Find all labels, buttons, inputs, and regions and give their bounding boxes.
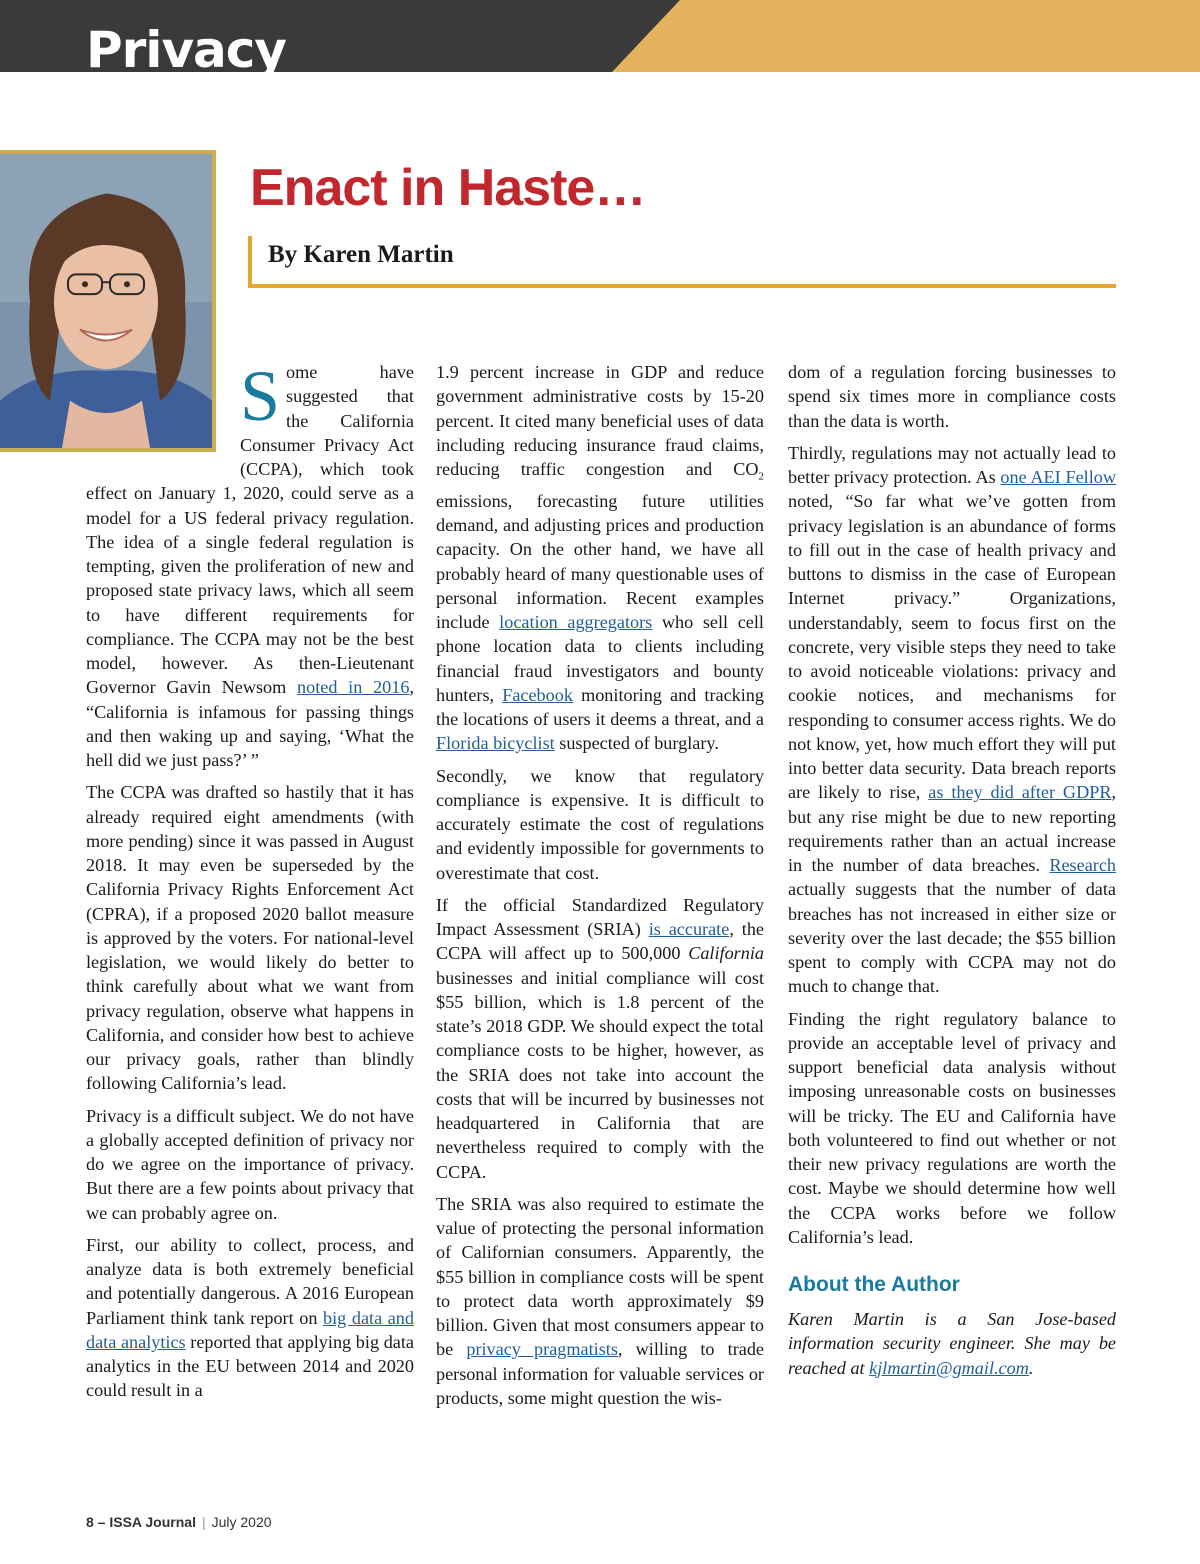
footer-separator: | <box>201 1514 206 1530</box>
paragraph: The CCPA was drafted so hastily that it has already required eight amendments (with more pending) since it was passed in August 2018. It may even be superseded by the California Privacy Rights Enforcement Act (CPRA), if a proposed 2020 ballot measure is approved by the voters. For national-level legislation, we would likely do better to think carefully about what we want from privacy regulation, observe what happens in California, and consider how best to achieve our privacy goals, rather than blindly following California’s lead. <box>86 782 414 1094</box>
link-location-aggregators[interactable]: location aggregators <box>499 612 653 633</box>
paragraph <box>788 441 1116 999</box>
paragraph-text: suspected of burglary. <box>554 733 719 754</box>
author-email-link[interactable]: kjlmartin@gmail.com <box>869 1357 1029 1378</box>
photo-wrap-spacer <box>86 360 240 480</box>
author-bio <box>788 1307 1116 1380</box>
byline: By Karen Martin <box>268 241 454 268</box>
article-title: Enact in Haste… <box>250 159 646 217</box>
byline-accent-bar <box>248 236 252 286</box>
paragraph <box>86 1233 414 1403</box>
link-is-accurate[interactable]: is accurate <box>648 919 730 940</box>
paragraph-text: actually suggests that the number of data breaches has not increased in either size or severity over the last decade; the $55 billion spent to comply with CCPA may not do much to change that. <box>788 879 1116 997</box>
paragraph-text: , willing to trade personal information for valuable services or products, some might question the wis- <box>436 1339 764 1408</box>
link-big-data-analytics[interactable]: big data and data analytics <box>86 1307 414 1352</box>
paragraph-text: , but any rise might be due to new reporting requirements rather than an actual increase in the number of data breaches. <box>788 782 1116 875</box>
paragraph-text: , the CCPA will affect up to 500,000 <box>436 919 764 964</box>
byline-rule <box>248 284 1116 288</box>
paragraph: Privacy is a difficult subject. We do not have a globally accepted definition of privacy nor do we agree on the importance of privacy. But there are a few points about privacy that we can probably agree on. <box>86 1105 414 1223</box>
link-noted-in-2016[interactable]: noted in 2016 <box>297 677 410 698</box>
paragraph-text: ome have suggested that the California Consumer Privacy Act (CCPA), which took effect on January 1, 2020, could serve as a model for a US federal privacy regulation. The idea of a single federal regulation is tempting, given the proliferation of new and proposed state privacy laws, which all seem to have different requirements for compliance. The CCPA may not be the best model, however. As then-Lieutenant Governor Gavin Newsom <box>86 362 414 698</box>
paragraph-text: If the official Standardized Regulatory Impact Assessment (SRIA) <box>436 894 764 940</box>
paragraph <box>436 893 764 1184</box>
page-footer <box>86 1514 272 1530</box>
paragraph-text: emissions, forecasting future utilities demand, and adjusting prices and production capacity. On the other hand, we have all probably heard of many questionable uses of personal information. Recent examples include <box>436 490 764 633</box>
section-title: Privacy <box>86 21 287 79</box>
drop-cap: S <box>240 356 281 436</box>
author-bio-text: Karen Martin is a San Jose-based information security engineer. She may be reached at <box>788 1309 1116 1378</box>
paragraph-text: , “California is infamous for passing things and then waking up and saying, ‘What the hell did we just pass?’ ” <box>86 677 414 770</box>
emphasis-text: California <box>688 943 764 964</box>
article-column-3 <box>788 360 1116 1388</box>
author-bio-text: . <box>1028 1357 1034 1378</box>
paragraph: dom of a regulation forcing businesses to spend six times more in compliance costs than the data is worth. <box>788 362 1116 431</box>
paragraph-text: noted, “So far what we’ve gotten from privacy legislation is an abundance of forms to fill out in the case of health privacy and buttons to dismiss in the case of European Internet privacy.” Organizations, understandably, seem to focus first on the concrete, very visible steps they need to take to avoid noticeable violations: privacy and cookie notices, and mechanisms for responding to consumer access rights. We do not know, yet, how much effort they will put into better data security. Data breach reports are likely to rise, <box>788 491 1116 803</box>
article-column-2 <box>436 360 764 1418</box>
link-one-aei-fellow[interactable]: one AEI Fellow <box>1000 467 1116 487</box>
paragraph-text: businesses and initial compliance will cost $55 billion, which is 1.8 percent of the state’s 2018 GDP. We should expect the total compliance costs to be higher, however, as the SRIA does not take into account the costs that will be incurred by businesses not headquartered in California that are nevertheless required to comply with the CCPA. <box>436 967 764 1182</box>
paragraph-text: Thirdly, regulations may not actually lead to better privacy protection. As <box>788 442 1116 487</box>
subscript: 2 <box>758 470 764 483</box>
article-column-1 <box>86 356 415 1411</box>
paragraph-text: reported that applying big data analytics in the EU between 2014 and 2020 could result in a <box>86 1331 415 1401</box>
link-facebook[interactable]: Facebook <box>502 684 573 705</box>
footer-page-label: 8 – ISSA Journal <box>86 1514 196 1530</box>
paragraph: Secondly, we know that regulatory compliance is expensive. It is difficult to accurately estimate the cost of regulations and evidently impossible for governments to overestimate that cost. <box>436 765 764 883</box>
paragraph: Finding the right regulatory balance to provide an acceptable level of privacy and support beneficial data analysis without imposing unreasonable costs on businesses will be tricky. The EU and California have both volunteered to find out whether or not their new privacy regulations are worth the cost. Maybe we should determine how well the CCPA works before we follow California’s lead. <box>788 1008 1116 1247</box>
paragraph-text: who sell cell phone location data to clients including financial fraud investigators and bounty hunters, <box>436 612 764 705</box>
paragraph <box>436 1192 764 1410</box>
link-as-they-did-after-gdpr[interactable]: as they did after GDPR <box>928 782 1112 803</box>
paragraph-text: The SRIA was also required to estimate the value of protecting the personal information of Californian consumers. Apparently, the $55 billion in compliance costs will be spent to protect data worth approximately $9 billion. Given that most consumers appear to be <box>436 1193 764 1360</box>
paragraph-text: 1.9 percent increase in GDP and reduce government administrative costs by 15-20 percent. It cited many beneficial uses of data including reducing insurance fraud claims, reducing traffic congestion and CO <box>436 362 764 479</box>
link-florida-bicyclist[interactable]: Florida bicyclist <box>436 733 555 754</box>
paragraph-text: First, our ability to collect, process, and analyze data is both extremely beneficial and potentially dangerous. A 2016 European Parliament think tank report on <box>86 1234 414 1328</box>
paragraph <box>436 360 764 756</box>
about-author-heading: About the Author <box>788 1273 960 1296</box>
link-privacy-pragmatists[interactable]: privacy pragmatists <box>466 1339 618 1360</box>
paragraph-text: monitoring and tracking the locations of users it deems a threat, and a <box>436 684 764 730</box>
footer-date: July 2020 <box>211 1514 272 1530</box>
link-research[interactable]: Research <box>1049 855 1116 875</box>
